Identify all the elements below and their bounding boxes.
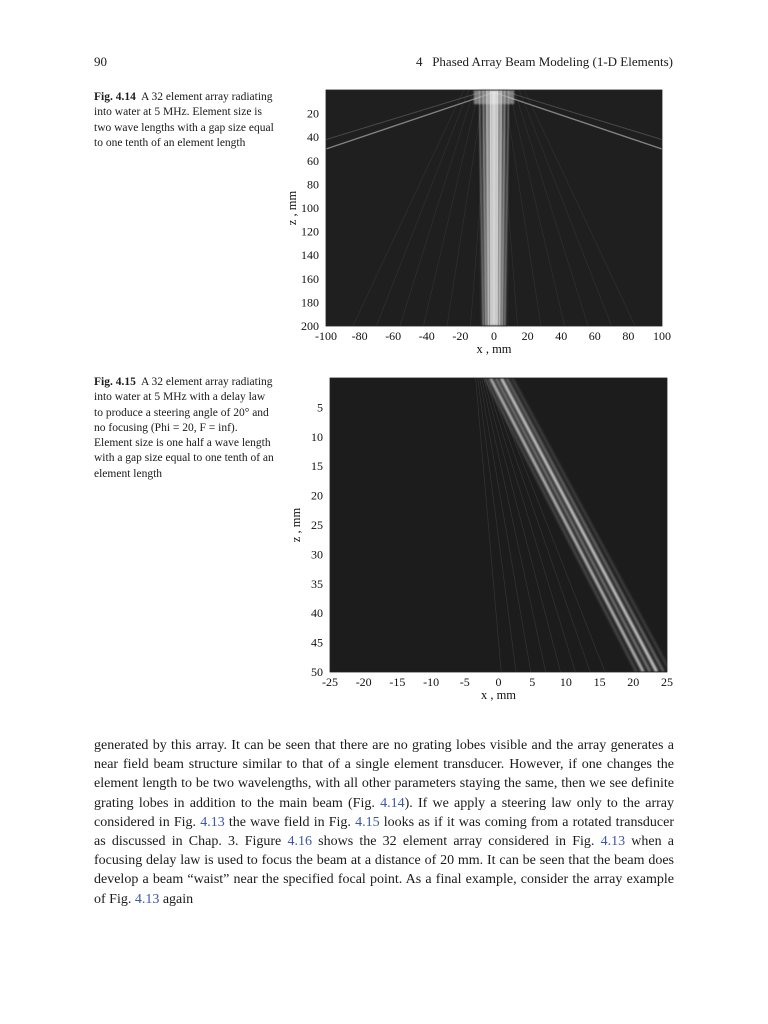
x-tick-label: -5 [459,675,470,689]
y-tick-label: 140 [301,248,319,263]
y-tick-label: 50 [311,665,323,679]
body-paragraph [94,736,674,909]
y-tick-label: 10 [311,429,323,444]
figure-4-14-plot [270,86,680,358]
figure-4-14-caption [94,90,274,151]
y-tick-label: 35 [311,576,323,591]
x-tick-label: 80 [622,329,635,343]
figure-4-15-caption [94,375,274,482]
heatmap-background [330,378,667,672]
page-number: 90 [94,54,107,69]
x-tick-label: -15 [389,675,406,689]
x-tick-label: 5 [529,675,536,689]
x-tick-label: 20 [521,329,534,343]
text-run: looks as if it was coming from a rotated transducer as discussed in Chap. 3. Figure [94,814,674,850]
x-axis-label: x , mm [476,342,512,356]
y-tick-label: 60 [307,153,319,168]
text-run: generated by this array. It can be seen that there are no grating lobes visible and the array generates a near field beam structure similar to that of a single element transducer. However, if one changes the element length to be two wavelengths, with all other parameters staying the same, then we see definite grating lobes in addition to the main beam (Fig. [94,738,674,811]
text-run: when a focusing delay law is used to focus the beam at a distance of 20 mm. It can be seen that the beam does develop a beam “waist” near the specified focal point. As a final example, consider the array example of Fig. [94,834,674,907]
x-axis-label: x , mm [480,688,517,702]
y-axis-label: z , mm [285,190,299,226]
caption-text: A 32 element array radiating into water at 5 MHz with a delay law to produce a steering angle of 20° and no focusing (Phi = 20, F = inf). Element size is one half a wave length with a gap size equal to one tenth of an element length [94,376,274,480]
x-tick-label: -80 [351,329,368,343]
figure-ref-link[interactable]: 4.16 [287,834,312,850]
y-tick-label: 80 [307,177,319,192]
x-tick-label: 0 [495,675,502,689]
x-tick-label: 10 [559,675,572,689]
y-tick-label: 45 [311,635,323,650]
figure-ref-link[interactable]: 4.13 [200,814,225,830]
text-run: again [159,891,194,907]
x-tick-label: -20 [452,329,469,343]
y-tick-label: 20 [307,106,319,121]
y-tick-label: 25 [311,518,323,532]
y-tick-label: 200 [301,319,319,333]
y-tick-label: 120 [301,224,319,239]
x-tick-label: -100 [315,329,337,343]
figure-4-14 [270,86,680,358]
figure-4-15 [270,372,680,706]
y-tick-label: 5 [317,400,323,415]
x-tick-label: 25 [661,675,673,689]
figure-ref-link[interactable]: 4.14 [380,795,405,811]
x-tick-label: -10 [423,675,440,689]
caption-label: Fig. 4.14 [94,91,136,103]
y-tick-label: 15 [311,459,323,474]
caption-label: Fig. 4.15 [94,376,136,388]
figure-ref-link[interactable]: 4.15 [355,814,380,830]
y-tick-label: 180 [301,295,319,310]
y-tick-label: 100 [301,201,319,215]
y-tick-label: 30 [311,547,323,562]
x-tick-label: 100 [653,329,671,343]
figure-ref-link[interactable]: 4.13 [134,891,160,907]
x-tick-label: 40 [555,329,568,343]
text-run: the wave field in Fig. [224,814,356,830]
x-tick-label: -60 [385,329,402,343]
y-tick-label: 160 [301,271,319,286]
y-tick-label: 40 [311,606,323,621]
running-title: 4 Phased Array Beam Modeling (1-D Elements) [415,54,673,69]
x-tick-label: 0 [491,329,497,343]
x-tick-label: -20 [355,675,372,689]
x-tick-label: -40 [418,329,435,343]
figure-ref-link[interactable]: 4.13 [600,834,626,850]
x-tick-label: -25 [322,675,338,689]
x-tick-label: 60 [588,329,601,343]
figure-4-15-plot [270,372,680,706]
x-tick-label: 20 [627,675,640,689]
y-tick-label: 20 [311,488,323,503]
text-run: ). If we apply a steering law only to the array considered in Fig. [94,795,675,830]
caption-text: A 32 element array radiating into water at 5 MHz. Element size is two wave lengths with a gap size equal to one tenth of an element length [94,91,274,149]
x-tick-label: 15 [593,675,606,689]
y-axis-label: z , mm [289,507,303,543]
text-run: shows the 32 element array considered in Fig. [311,834,601,850]
y-tick-label: 40 [307,130,319,145]
